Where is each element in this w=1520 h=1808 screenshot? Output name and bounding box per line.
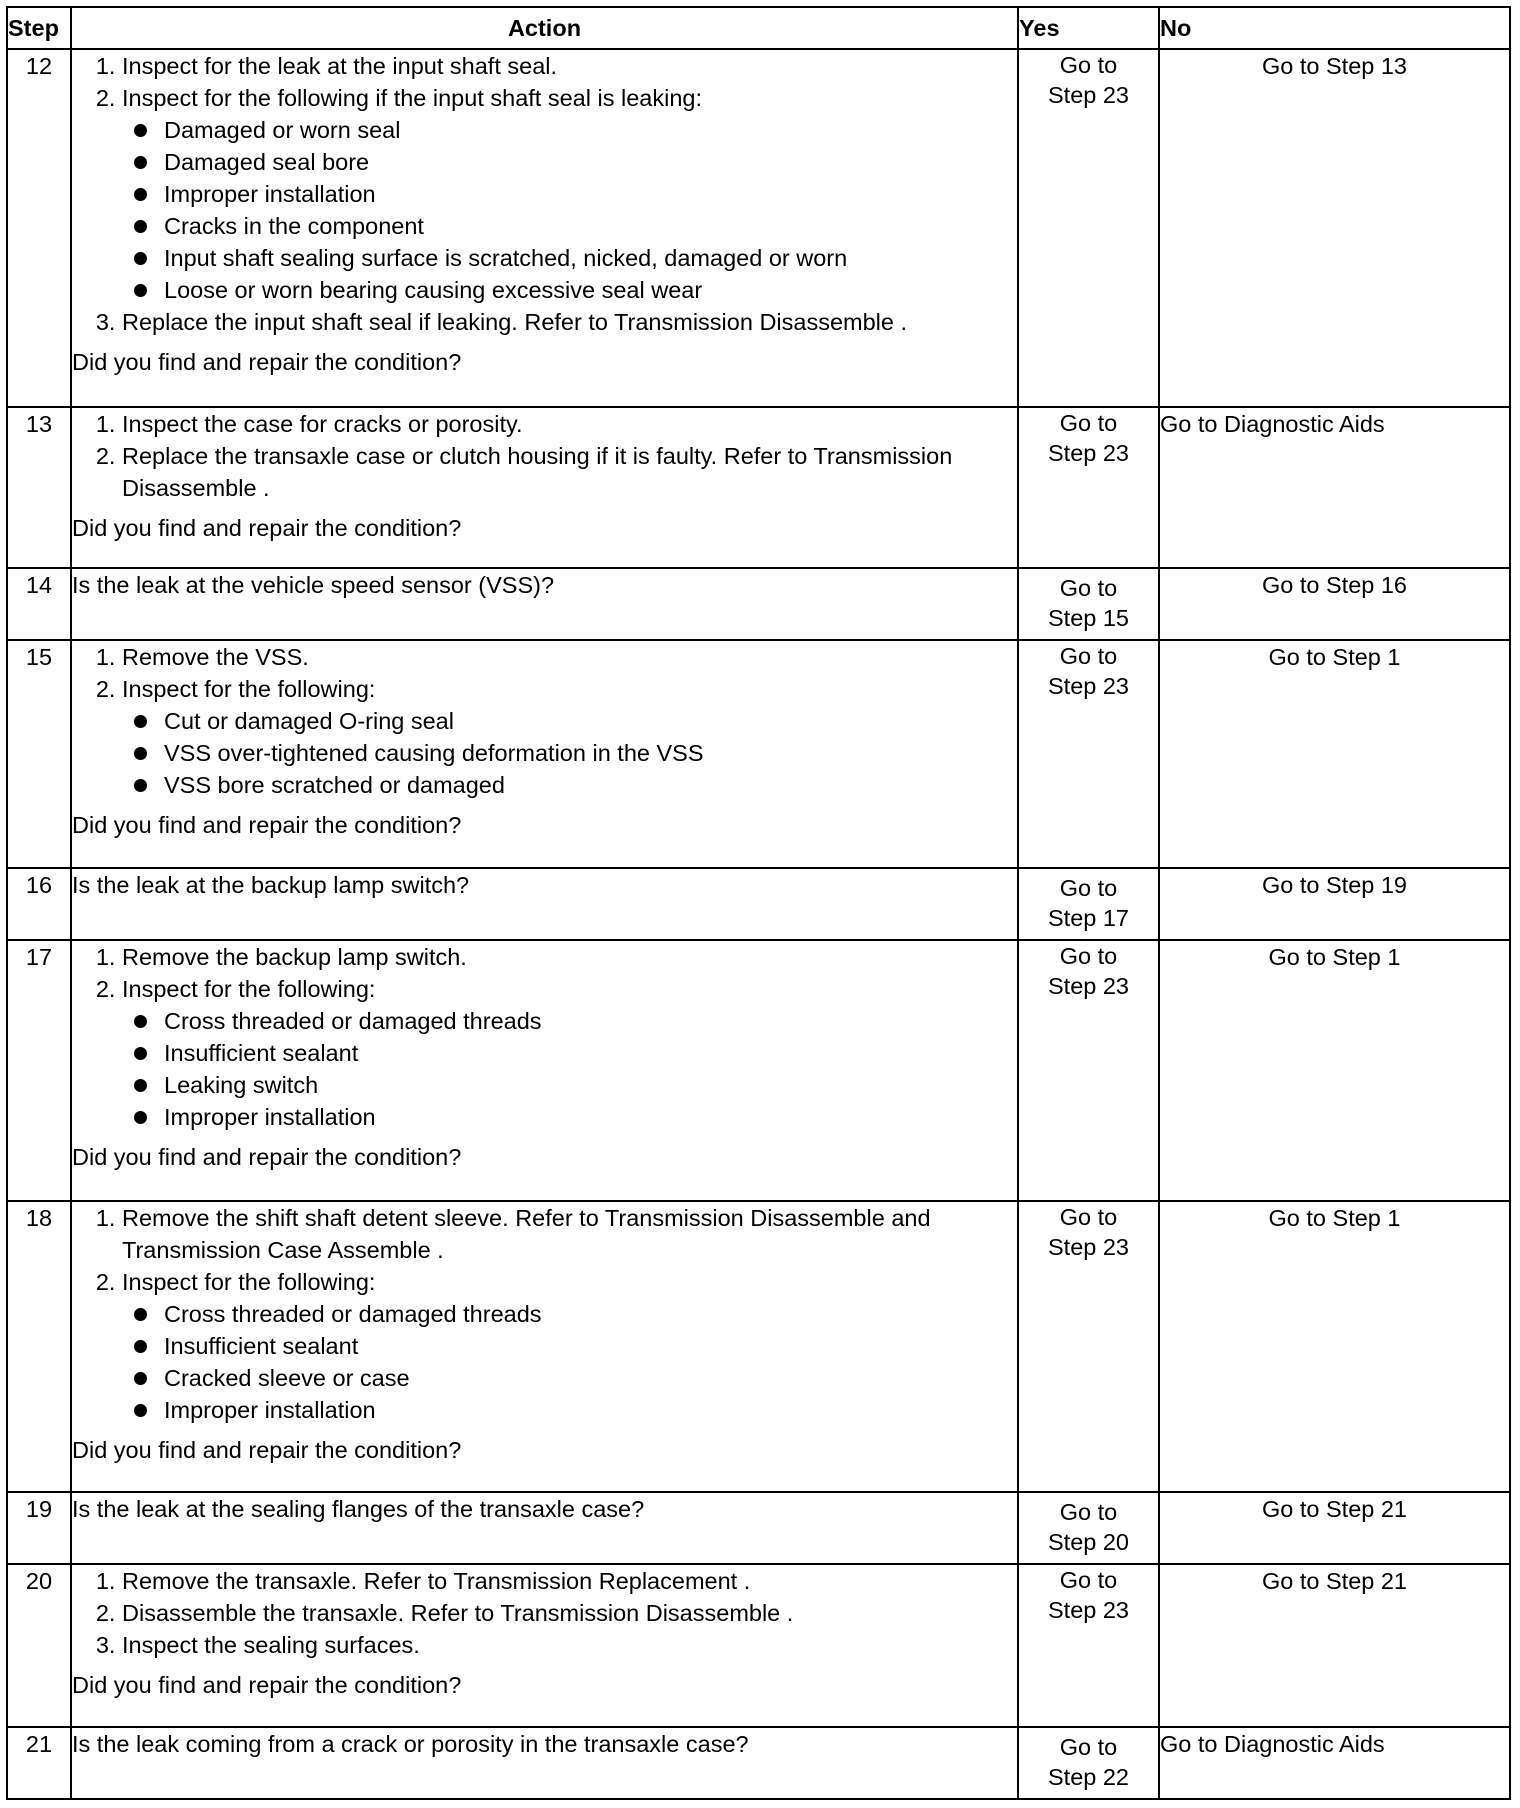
- yes-result-line: Go to: [1059, 410, 1118, 437]
- action-step: [122, 1266, 1017, 1426]
- action-step-text: Inspect the sealing surfaces.: [122, 1631, 420, 1658]
- header-action: Action: [71, 7, 1018, 49]
- step-number: 17: [7, 940, 71, 1201]
- action-step: [122, 440, 1017, 504]
- action-cell: [71, 568, 1018, 640]
- action-step-text: Disassemble the transaxle. Refer to Transmission Disassemble .: [122, 1599, 794, 1626]
- no-result: Go to Step 21: [1159, 1492, 1510, 1564]
- action-step: [122, 82, 1017, 306]
- no-result: Go to Step 16: [1159, 568, 1510, 640]
- table-row: [7, 49, 1510, 407]
- action-step-text: Replace the input shaft seal if leaking. Refer to Transmission Disassemble .: [122, 309, 908, 335]
- yes-result-line: Step 22: [1047, 1763, 1129, 1790]
- yes-result: [1018, 1727, 1159, 1799]
- yes-result-line: Step 23: [1047, 1596, 1129, 1623]
- action-step-text: Remove the shift shaft detent sleeve. Refer to Transmission Disassemble and Transmission Case Assemble .: [122, 1205, 931, 1264]
- yes-result-line: Go to: [1059, 1204, 1118, 1231]
- question-text: Is the leak at the sealing flanges of the transaxle case?: [72, 1495, 645, 1522]
- yes-result-line: Go to: [1059, 52, 1118, 78]
- action-step: [122, 1597, 1017, 1629]
- yes-result-line: Go to: [1059, 574, 1118, 601]
- action-steps: [72, 50, 1017, 338]
- no-result: Go to Diagnostic Aids: [1159, 407, 1510, 567]
- yes-result: [1018, 407, 1159, 567]
- bullet-item: VSS bore scratched or damaged: [164, 769, 1017, 801]
- table-row: [7, 407, 1510, 567]
- header-no: No: [1159, 7, 1510, 49]
- step-number: 18: [7, 1201, 71, 1491]
- yes-result: [1018, 1492, 1159, 1564]
- question-text: Did you find and repair the condition?: [72, 1143, 462, 1170]
- yes-result-line: Step 17: [1047, 904, 1129, 931]
- yes-result: [1018, 868, 1159, 940]
- yes-result-line: Step 23: [1047, 82, 1129, 108]
- question-text: Is the leak at the backup lamp switch?: [72, 871, 470, 898]
- question-text: Did you find and repair the condition?: [72, 515, 462, 542]
- table-row: [7, 1492, 1510, 1564]
- question-text: Did you find and repair the condition?: [72, 1437, 462, 1464]
- bullet-item: Cut or damaged O-ring seal: [164, 705, 1017, 737]
- bullet-item: Damaged seal bore: [164, 146, 1017, 178]
- action-steps: [72, 408, 1017, 504]
- yes-result-line: Step 23: [1047, 1234, 1129, 1261]
- yes-result-line: Go to: [1059, 1498, 1118, 1525]
- yes-result: [1018, 49, 1159, 407]
- action-steps: [72, 1565, 1017, 1661]
- bullet-item: Cracks in the component: [164, 210, 1017, 242]
- yes-result-line: Step 20: [1047, 1528, 1129, 1555]
- step-number: 16: [7, 868, 71, 940]
- yes-result-line: Go to: [1059, 942, 1118, 969]
- step-number: 19: [7, 1492, 71, 1564]
- table-row: [7, 640, 1510, 868]
- table-row: [7, 1201, 1510, 1491]
- bullet-item: Loose or worn bearing causing excessive seal wear: [164, 274, 1017, 306]
- action-cell: [71, 407, 1018, 567]
- table-row: [7, 940, 1510, 1201]
- bullet-item: Damaged or worn seal: [164, 114, 1017, 146]
- yes-result: [1018, 568, 1159, 640]
- step-number: 13: [7, 407, 71, 567]
- header-step: Step: [7, 7, 71, 49]
- header-row: [7, 7, 1510, 49]
- yes-result: [1018, 940, 1159, 1201]
- step-number: 15: [7, 640, 71, 868]
- action-step: [122, 306, 1017, 338]
- header-yes: Yes: [1018, 7, 1159, 49]
- action-step: [122, 1629, 1017, 1661]
- bullet-item: Cross threaded or damaged threads: [164, 1298, 1017, 1330]
- action-cell: [71, 640, 1018, 868]
- no-result: Go to Step 1: [1159, 1201, 1510, 1491]
- action-step: [122, 1565, 1017, 1597]
- yes-result: [1018, 1564, 1159, 1727]
- question-text: Did you find and repair the condition?: [72, 811, 462, 838]
- action-cell: [71, 940, 1018, 1201]
- action-steps: [72, 641, 1017, 801]
- action-cell: [71, 1564, 1018, 1727]
- yes-result: [1018, 1201, 1159, 1491]
- action-step: [122, 673, 1017, 801]
- no-result: Go to Diagnostic Aids: [1159, 1727, 1510, 1799]
- bullet-item: Input shaft sealing surface is scratched, nicked, damaged or worn: [164, 242, 1017, 274]
- action-cell: [71, 868, 1018, 940]
- action-step-text: Inspect for the leak at the input shaft seal.: [122, 53, 558, 79]
- bullet-list: [122, 705, 1017, 801]
- question-text: Did you find and repair the condition?: [72, 349, 462, 375]
- action-step-text: Remove the backup lamp switch.: [122, 943, 467, 970]
- yes-result-line: Go to: [1059, 642, 1118, 669]
- action-step-text: Replace the transaxle case or clutch housing if it is faulty. Refer to Transmission Disassemble .: [122, 443, 953, 502]
- yes-result-line: Go to: [1059, 1733, 1118, 1760]
- yes-result-line: Step 23: [1047, 972, 1129, 999]
- bullet-item: Insufficient sealant: [164, 1037, 1017, 1069]
- bullet-item: Insufficient sealant: [164, 1330, 1017, 1362]
- bullet-item: Improper installation: [164, 1394, 1017, 1426]
- action-step-text: Inspect for the following if the input shaft seal is leaking:: [122, 85, 702, 111]
- yes-result-line: Step 23: [1047, 672, 1129, 699]
- action-step: [122, 408, 1017, 440]
- diagnostic-table: [6, 6, 1511, 1800]
- bullet-list: [122, 1298, 1017, 1426]
- action-cell: [71, 1492, 1018, 1564]
- table-row: [7, 568, 1510, 640]
- action-step-text: Inspect for the following:: [122, 975, 376, 1002]
- bullet-item: Cracked sleeve or case: [164, 1362, 1017, 1394]
- action-cell: [71, 49, 1018, 407]
- yes-result-line: Go to: [1059, 874, 1118, 901]
- bullet-item: Improper installation: [164, 178, 1017, 210]
- table-row: [7, 868, 1510, 940]
- action-step-text: Remove the VSS.: [122, 643, 309, 670]
- bullet-item: Leaking switch: [164, 1069, 1017, 1101]
- table-row: [7, 1564, 1510, 1727]
- question-text: Is the leak coming from a crack or porosity in the transaxle case?: [72, 1730, 749, 1757]
- yes-result-line: Go to: [1059, 1566, 1118, 1593]
- action-step-text: Remove the transaxle. Refer to Transmission Replacement .: [122, 1567, 751, 1594]
- action-step: [122, 50, 1017, 82]
- action-steps: [72, 941, 1017, 1133]
- no-result: Go to Step 1: [1159, 940, 1510, 1201]
- action-step: [122, 973, 1017, 1133]
- bullet-list: [122, 114, 1017, 306]
- action-step: [122, 941, 1017, 973]
- table-row: [7, 1727, 1510, 1799]
- action-cell: [71, 1201, 1018, 1491]
- step-number: 14: [7, 568, 71, 640]
- step-number: 12: [7, 49, 71, 407]
- no-result: Go to Step 13: [1159, 49, 1510, 407]
- yes-result-line: Step 15: [1047, 604, 1129, 631]
- action-step: [122, 641, 1017, 673]
- bullet-list: [122, 1005, 1017, 1133]
- no-result: Go to Step 21: [1159, 1564, 1510, 1727]
- step-number: 20: [7, 1564, 71, 1727]
- table-body: [7, 49, 1510, 1799]
- step-number: 21: [7, 1727, 71, 1799]
- no-result: Go to Step 19: [1159, 868, 1510, 940]
- action-step-text: Inspect for the following:: [122, 675, 376, 702]
- action-step-text: Inspect for the following:: [122, 1269, 376, 1296]
- action-cell: [71, 1727, 1018, 1799]
- action-steps: [72, 1202, 1017, 1426]
- action-step: [122, 1202, 1017, 1266]
- yes-result-line: Step 23: [1047, 440, 1129, 467]
- action-step-text: Inspect the case for cracks or porosity.: [122, 411, 523, 438]
- no-result: Go to Step 1: [1159, 640, 1510, 868]
- bullet-item: VSS over-tightened causing deformation in the VSS: [164, 737, 1017, 769]
- bullet-item: Cross threaded or damaged threads: [164, 1005, 1017, 1037]
- bullet-item: Improper installation: [164, 1101, 1017, 1133]
- question-text: Did you find and repair the condition?: [72, 1671, 462, 1698]
- question-text: Is the leak at the vehicle speed sensor (VSS)?: [72, 571, 555, 598]
- yes-result: [1018, 640, 1159, 868]
